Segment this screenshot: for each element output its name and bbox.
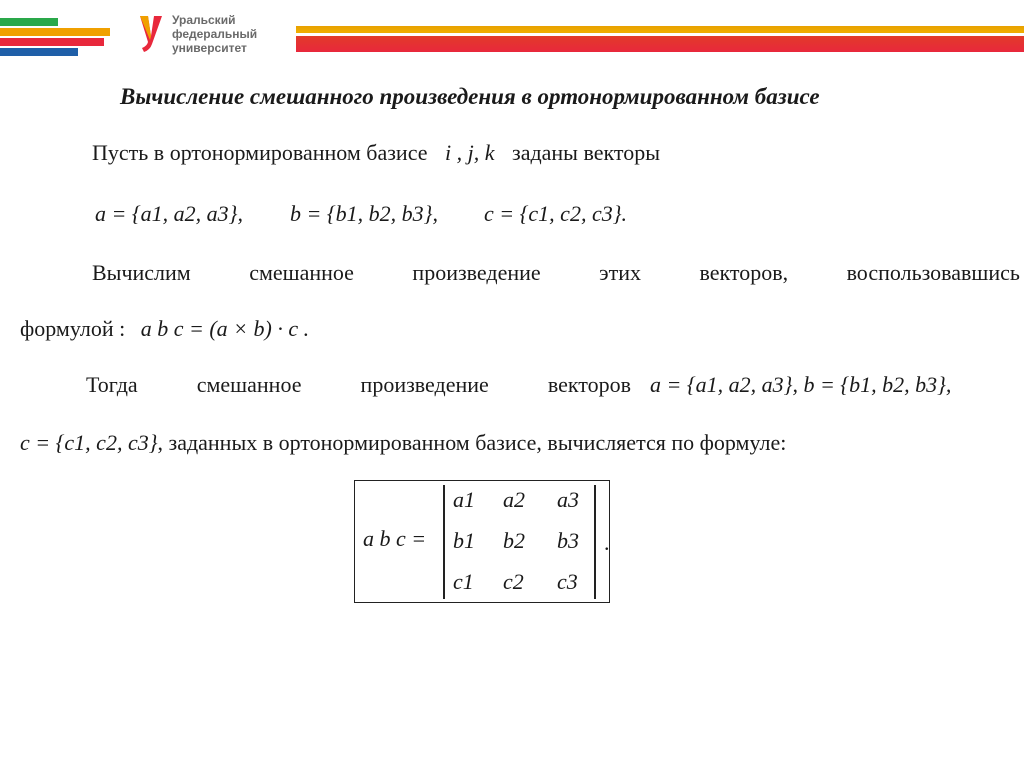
stripe-blue xyxy=(0,48,78,56)
word: воспользовавшись xyxy=(846,260,1020,285)
word: этих xyxy=(599,260,641,285)
word: произведение xyxy=(412,260,541,285)
basis-vectors: i , j, k xyxy=(445,140,495,165)
then-vectors: a = {a1, a2, a3}, b = {b1, b2, b3}, xyxy=(650,372,952,397)
paragraph-basis xyxy=(92,140,660,166)
determinant-left-bar xyxy=(443,485,445,599)
vector-c-definition: c = {c1, c2, c3}. xyxy=(484,201,627,226)
word: векторов, xyxy=(699,260,789,285)
header-band-divider xyxy=(296,33,1024,36)
university-name xyxy=(172,13,257,55)
word: смешанное xyxy=(196,372,302,397)
formula-label: формулой : xyxy=(20,316,126,341)
formula-period: . xyxy=(604,530,610,555)
matrix-cell: a1 xyxy=(453,487,475,512)
paragraph-then xyxy=(86,372,631,398)
stripe-orange xyxy=(0,28,110,36)
basis-end-text: заданы векторы xyxy=(512,140,660,165)
matrix-cell: a2 xyxy=(503,487,525,512)
stripe-red xyxy=(0,38,104,46)
logo-line-3: университет xyxy=(172,41,247,55)
vector-a-definition: a = {a1, a2, a3}, xyxy=(95,201,243,226)
word: смешанное xyxy=(249,260,354,285)
vector-c-inline: c = {c1, c2, c3} xyxy=(20,430,158,455)
formula-intro-text: , заданных в ортонормированном базисе, вычисляется по формуле: xyxy=(157,430,787,455)
mixed-product-formula: a b c = (a × b) · c . xyxy=(140,316,310,341)
paragraph-compute xyxy=(92,260,1020,286)
matrix-cell: b3 xyxy=(557,528,579,553)
matrix-cell: c3 xyxy=(557,569,578,594)
determinant-right-bar xyxy=(594,485,596,599)
slide-title: Вычисление смешанного произведения в ортонормированном базисе xyxy=(120,84,820,109)
word: произведение xyxy=(360,372,489,397)
paragraph-formula-intro xyxy=(20,430,786,456)
vector-b-definition: b = {b1, b2, b3}, xyxy=(290,201,438,226)
matrix-cell: b2 xyxy=(503,528,525,553)
slide-header xyxy=(0,0,1024,70)
logo-line-2: федеральный xyxy=(172,27,258,41)
determinant-formula-box xyxy=(354,480,610,603)
word: Тогда xyxy=(86,372,138,397)
stripe-green xyxy=(0,18,58,26)
basis-intro-text: Пусть в ортонормированном базисе xyxy=(92,140,428,165)
matrix-cell: a3 xyxy=(557,487,579,512)
matrix-cell: c2 xyxy=(503,569,524,594)
formula-line xyxy=(20,316,309,342)
word: Вычислим xyxy=(92,260,191,285)
urfu-logo-icon xyxy=(138,14,164,54)
logo-line-1: Уральский xyxy=(172,13,236,27)
mixed-product-lhs: a b c = xyxy=(363,526,427,551)
header-band xyxy=(296,26,1024,52)
matrix-cell: b1 xyxy=(453,528,475,553)
word: векторов xyxy=(547,372,631,397)
matrix-cell: c1 xyxy=(453,569,474,594)
